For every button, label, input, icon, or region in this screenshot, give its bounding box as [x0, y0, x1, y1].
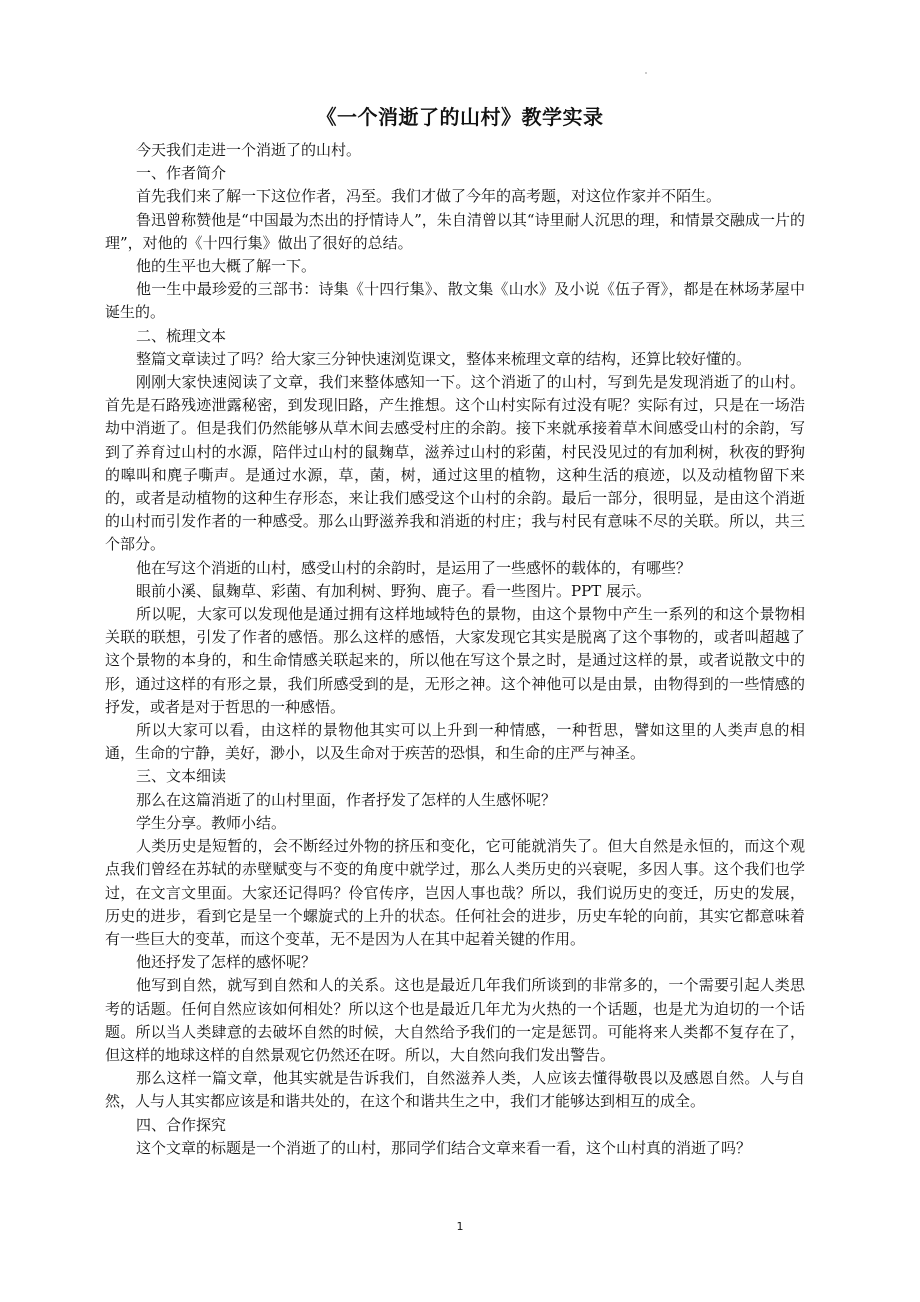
paragraph: 首先我们来了解一下这位作者，冯至。我们才做了今年的高考题，对这位作家并不陌生。 — [136, 187, 722, 206]
paragraph: 刚刚大家快速阅读了文章，我们来整体感知一下。这个消逝了的山村，写到先是发现消逝了的山村。首先是石路残迹泄露秘密，到发现旧路，产生推想。这个山村实际有过没有呢？实际有过，只是在一场浩劫中消逝了。但是我们仍然能够从草木间去感受村庄的余韵。接下来就承接着草木间感受山村的余韵，写到了养育过山村的水源，陪伴过山村的鼠麹草，滋养过山村的彩菌，村民没见过的有加利树，秋夜的野狗的嗥叫和麂子嘶声。是通过水源，草，菌，树，通过这里的植物，这种生活的痕迹，以及动植物留下来的，或者是动植物的这种生存形态，来让我们感受这个山村的余韵。最后一部分，很明显，是由这个消逝的山村而引发作者的一种感受。那么山野滋养我和消逝的村庄；我与村民有意味不尽的关联。所以，共三个部分。 — [105, 373, 805, 554]
paragraph: 学生分享。教师小结。 — [136, 813, 287, 832]
paragraph: 人类历史是短暂的，会不断经过外物的挤压和变化，它可能就消失了。但大自然是永恒的，而这个观点我们曾经在苏轼的赤壁赋变与不变的角度中就学过，那么人类历史的兴衰呢，多因人事。这个我们也学过，在文言文里面。大家还记得吗？伶官传序，岂因人事也哉？所以，我们说历史的变迁，历史的发展，历史的进步，看到它是呈一个螺旋式的上升的状态。任何社会的进步，历史车轮的向前，其实它都意味着有一些巨大的变革，而这个变革，无不是因为人在其中起着关键的作用。 — [105, 837, 805, 948]
paragraph: 所以呢，大家可以发现他是通过拥有这样地域特色的景物，由这个景物中产生一系列的和这个景物相关联的联想，引发了作者的感悟。那么这样的感悟，大家发现它其实是脱离了这个事物的，或者叫超越了这个景物的本身的，和生命情感关联起来的，所以他在写这个景之时，是通过这样的景，或者说散文中的形，通过这样的有形之景，我们所感受到的是，无形之神。这个神他可以是由景，由物得到的一些情感的抒发，或者是对于哲思的一种感悟。 — [105, 605, 805, 716]
section-heading: 二、梳理文本 — [136, 326, 227, 345]
paragraph: 他写到自然，就写到自然和人的关系。这也是最近几年我们所谈到的非常多的，一个需要引起人类思考的话题。任何自然应该如何相处？所以这个也是最近几年尤为火热的一个话题，也是尤为迫切的一个话题。所以当人类肆意的去破坏自然的时候，大自然给予我们的一定是惩罚。可能将来人类都不复存在了，但这样的地球这样的自然景观它仍然还在呀。所以，大自然向我们发出警告。 — [105, 976, 805, 1064]
page-number: 1 — [456, 1220, 464, 1233]
paragraph: 这个文章的标题是一个消逝了的山村，那同学们结合文章来看一看，这个山村真的消逝了吗？ — [136, 1138, 752, 1157]
paragraph: 所以大家可以看，由这样的景物他其实可以上升到一种情感，一种哲思，譬如这里的人类声息的相通，生命的宁静，美好，渺小，以及生命对于疾苦的恐惧，和生命的庄严与神圣。 — [105, 721, 805, 763]
section-heading: 一、作者简介 — [136, 164, 227, 183]
paragraph: 他的生平也大概了解一下。 — [136, 257, 317, 276]
paragraph: 今天我们走进一个消逝了的山村。 — [136, 141, 362, 159]
paragraph: 整篇文章读过了吗？给大家三分钟快速浏览课文，整体来梳理文章的结构，还算比较好懂的。 — [136, 349, 752, 368]
page-title: 《一个消逝了的山村》教学实录 — [316, 105, 604, 129]
scan-speck — [645, 72, 647, 74]
section-heading: 四、合作探究 — [136, 1115, 227, 1134]
paragraph: 他一生中最珍爱的三部书：诗集《十四行集》、散文集《山水》及小说《伍子胥》，都是在林场茅屋中诞生的。 — [105, 280, 805, 322]
paragraph: 眼前小溪、鼠麹草、彩菌、有加利树、野狗、鹿子。看一些图片。PPT 展示。 — [136, 581, 651, 600]
paragraph: 那么在这篇消逝了的山村里面，作者抒发了怎样的人生感怀呢？ — [136, 790, 557, 809]
paragraph: 他在写这个消逝的山村，感受山村的余韵时，是运用了一些感怀的载体的，有哪些？ — [136, 558, 692, 577]
paragraph: 他还抒发了怎样的感怀呢？ — [136, 953, 317, 972]
document-body — [105, 139, 805, 1160]
paragraph: 那么这样一篇文章，他其实就是告诉我们，自然滋养人类，人应该去懂得敬畏以及感恩自然。人与自然，人与人其实都应该是和谐共处的，在这个和谐共生之中，我们才能够达到相互的成全。 — [105, 1069, 805, 1111]
paragraph: 鲁迅曾称赞他是“中国最为杰出的抒情诗人”，朱自清曾以其“诗里耐人沉思的理，和情景交融成一片的理”，对他的《十四行集》做出了很好的总结。 — [105, 210, 805, 252]
section-heading: 三、文本细读 — [136, 767, 227, 786]
